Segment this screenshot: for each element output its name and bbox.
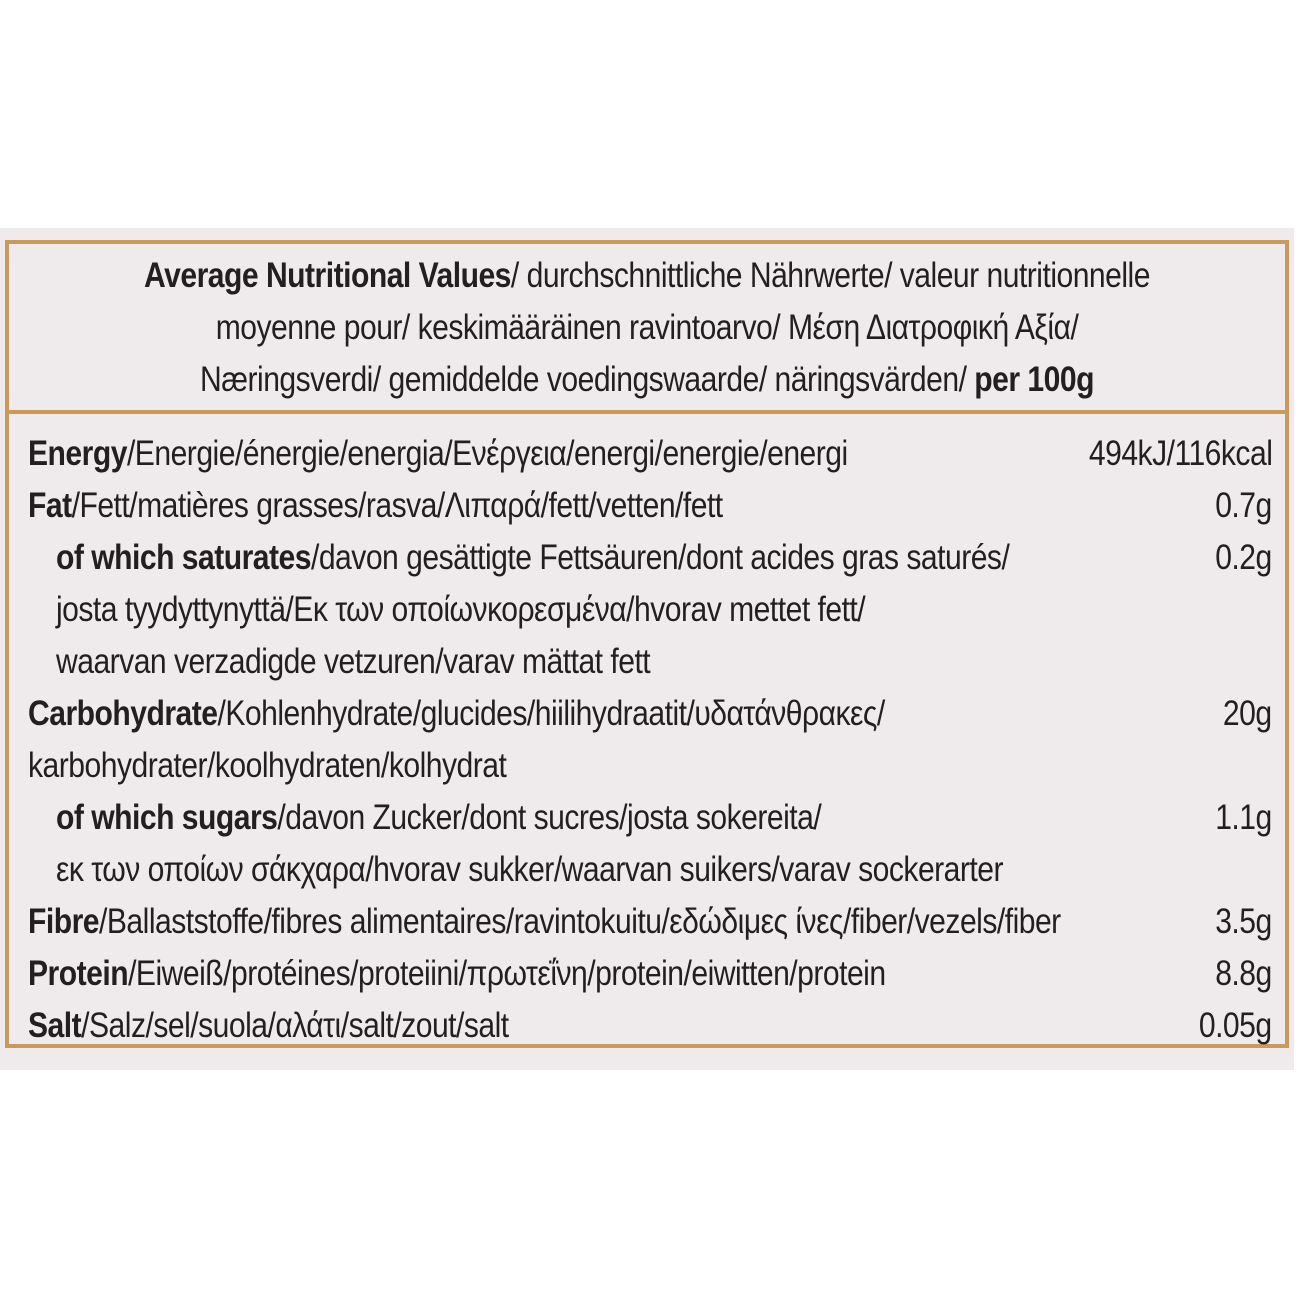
nutrient-name: Carbohydrate (28, 694, 218, 733)
nutrient-value: 20g (1223, 694, 1272, 733)
row-sugars-cont (28, 844, 1272, 896)
nutrient-value: 1.1g (1215, 798, 1272, 837)
nutrient-name: Fibre (28, 902, 100, 941)
nutrient-value: 3.5g (1215, 902, 1272, 941)
nutrient-name: Protein (28, 954, 129, 993)
nutrient-translations: /Kohlenhydrate/glucides/hiilihydraatit/υδατάνθρακες/ (217, 694, 885, 733)
nutrient-translations: /davon gesättigte Fettsäuren/dont acides gras saturés/ (310, 538, 1010, 577)
row-energy (28, 428, 1272, 480)
header-line-3-text: Næringsverdi/ gemiddelde voedingswaarde/ näringsvärden/ (200, 360, 975, 399)
nutrient-name: of which sugars (56, 798, 278, 837)
row-saturates-cont-1 (28, 584, 1272, 636)
row-carbohydrate (28, 688, 1272, 740)
row-carbohydrate-cont (28, 740, 1272, 792)
row-sugars (28, 792, 1272, 844)
nutrient-translations: karbohydrater/koolhydraten/kolhydrat (28, 746, 507, 785)
nutrient-translations: josta tyydyttynyttä/Εκ των οποίωνκορεσμένα/hvorav mettet fett/ (56, 590, 866, 629)
nutrient-value: 0.7g (1215, 486, 1272, 525)
nutrient-name: Fat (28, 486, 72, 525)
nutrient-translations: /Fett/matières grasses/rasva/Λιπαρά/fett/vetten/fett (71, 486, 723, 525)
per-100g-label: per 100g (974, 360, 1094, 399)
nutrient-translations: /Ballaststoffe/fibres alimentaires/ravintokuitu/εδώδιμες ίνες/fiber/vezels/fiber (99, 902, 1061, 941)
table-header (99, 250, 1195, 406)
nutrient-name: Salt (28, 1006, 82, 1045)
row-salt (28, 1000, 1272, 1052)
row-fibre (28, 896, 1272, 948)
row-protein (28, 948, 1272, 1000)
header-line-1-text: / durchschnittliche Nährwerte/ valeur nutritionnelle (510, 256, 1150, 295)
nutrient-translations: εκ των οποίων σάκχαρα/hvorav sukker/waarvan suikers/varav sockerarter (56, 850, 1003, 889)
row-fat (28, 480, 1272, 532)
nutrient-name: of which saturates (56, 538, 311, 577)
nutrient-translations: waarvan verzadigde vetzuren/varav mättat fett (56, 642, 651, 681)
nutrient-value: 494kJ/116kcal (1088, 434, 1272, 473)
row-saturates (28, 532, 1272, 584)
header-title: Average Nutritional Values (144, 256, 511, 295)
nutrient-name: Energy (28, 434, 127, 473)
header-divider (5, 410, 1289, 414)
nutrient-translations: /davon Zucker/dont sucres/josta sokereita/ (277, 798, 822, 837)
header-line-3 (99, 354, 1195, 406)
header-line-2: moyenne pour/ keskimääräinen ravintoarvo/ Μέση Διατροφική Αξία/ (215, 308, 1079, 347)
nutrient-value: 0.05g (1199, 1006, 1272, 1045)
nutrient-translations: /Eiweiß/protéines/proteiini/πρωτεΐνη/protein/eiwitten/protein (128, 954, 886, 993)
nutrient-value: 0.2g (1215, 538, 1272, 577)
row-saturates-cont-2 (28, 636, 1272, 688)
nutrient-translations: /Salz/sel/suola/αλάτι/salt/zout/salt (81, 1006, 509, 1045)
nutrient-value: 8.8g (1215, 954, 1272, 993)
nutrient-translations: /Energie/énergie/energia/Ενέργεια/energi/energie/energi (126, 434, 848, 473)
nutrition-rows (28, 428, 1272, 1052)
header-line-1 (99, 250, 1195, 302)
